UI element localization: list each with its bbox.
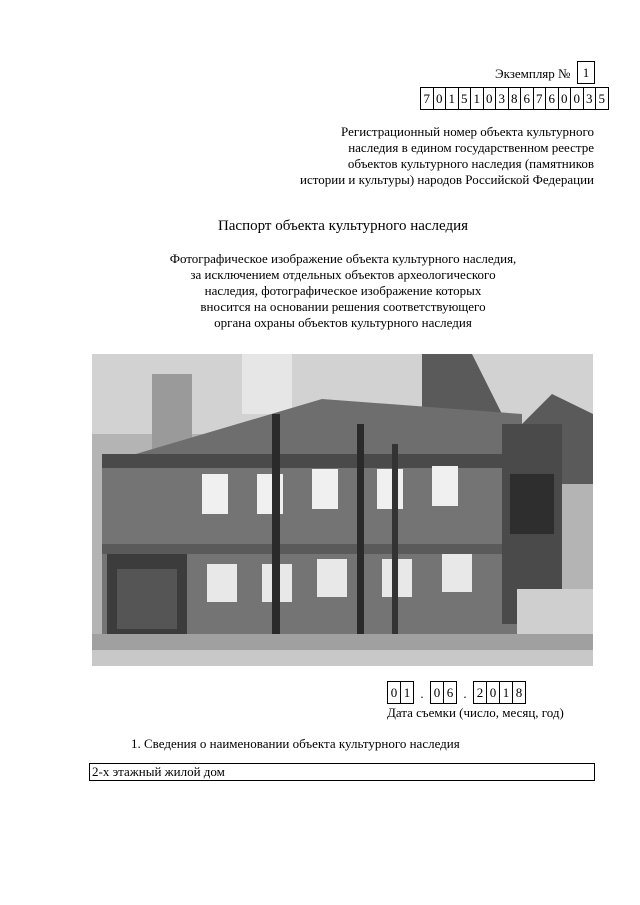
registry-digit: 3 xyxy=(583,87,597,110)
registry-digit: 0 xyxy=(433,87,447,110)
photo-caption-line: вносится на основании решения соответствующего xyxy=(200,299,486,314)
registry-caption-line: Регистрационный номер объекта культурного xyxy=(341,124,594,139)
page-title: Паспорт объекта культурного наследия xyxy=(217,218,469,234)
section-1-heading: 1. Сведения о наименовании объекта культурного наследия xyxy=(131,736,460,751)
date-month-digit: 0 xyxy=(430,681,444,704)
date-separator: . xyxy=(420,686,424,701)
registry-digit: 6 xyxy=(520,87,534,110)
date-year-digit: 0 xyxy=(486,681,500,704)
registry-caption-line: истории и культуры) народов Российской Федерации xyxy=(300,172,594,187)
registry-caption xyxy=(234,124,594,188)
registry-digit: 0 xyxy=(570,87,584,110)
object-name-field: 2-х этажный жилой дом xyxy=(89,763,595,781)
registry-digit: 3 xyxy=(495,87,509,110)
instance-number-box xyxy=(577,61,595,84)
registry-digit: 0 xyxy=(558,87,572,110)
instance-label: Экземпляр № xyxy=(495,66,571,81)
registry-digit: 1 xyxy=(470,87,484,110)
photo-caption-line: органа охраны объектов культурного наследия xyxy=(214,315,472,330)
building-photo-icon xyxy=(92,354,593,666)
instance-number-cell: 1 xyxy=(577,61,595,84)
registry-digit: 7 xyxy=(420,87,434,110)
registry-caption-line: объектов культурного наследия (памятников xyxy=(347,156,594,171)
shooting-date xyxy=(387,681,526,704)
photo-caption xyxy=(0,251,640,331)
date-separator: . xyxy=(463,686,467,701)
registry-digit: 5 xyxy=(595,87,609,110)
building-photo xyxy=(92,354,593,666)
registry-digit: 7 xyxy=(533,87,547,110)
registry-digit: 6 xyxy=(545,87,559,110)
registry-caption-line: наследия в едином государственном реестре xyxy=(348,140,594,155)
date-month-digit: 6 xyxy=(443,681,457,704)
shooting-date-label: Дата съемки (число, месяц, год) xyxy=(387,705,564,720)
registry-digit: 1 xyxy=(445,87,459,110)
photo-caption-line: наследия, фотографическое изображение которых xyxy=(204,283,482,298)
date-day-digit: 1 xyxy=(400,681,414,704)
date-day-digit: 0 xyxy=(387,681,401,704)
photo-caption-line: за исключением отдельных объектов археологического xyxy=(190,267,496,282)
date-year-digit: 2 xyxy=(473,681,487,704)
registry-digit: 5 xyxy=(458,87,472,110)
registry-number xyxy=(420,87,609,110)
registry-digit: 8 xyxy=(508,87,522,110)
registry-digit: 0 xyxy=(483,87,497,110)
date-year-digit: 1 xyxy=(499,681,513,704)
photo-caption-line: Фотографическое изображение объекта культурного наследия, xyxy=(169,251,517,266)
date-year-digit: 8 xyxy=(512,681,526,704)
